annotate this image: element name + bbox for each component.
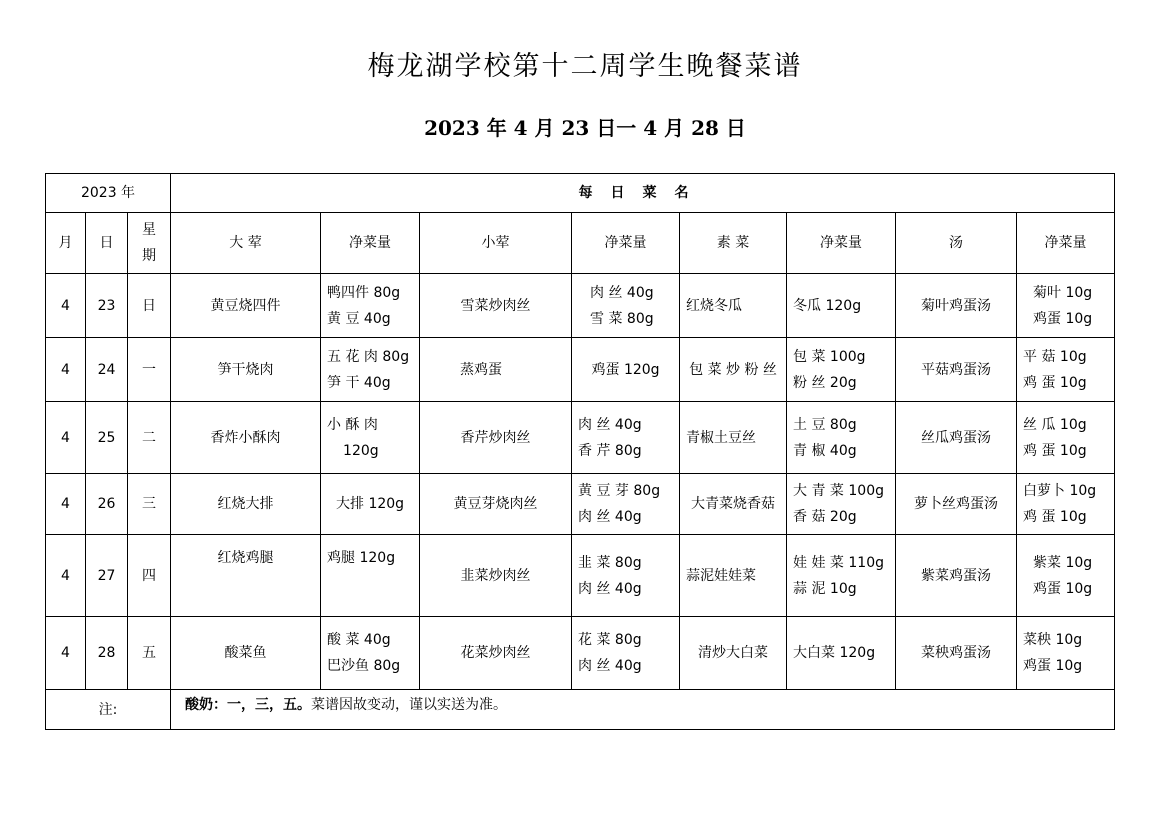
- soup-net-cell: [1017, 535, 1115, 617]
- month-cell: 4: [46, 617, 86, 690]
- net-weight-header-2: 净菜量: [572, 213, 680, 274]
- net-line: 鸡蛋 10g: [1033, 310, 1093, 327]
- veg-dish-header: 素 菜: [680, 213, 787, 274]
- veg-net-cell: [787, 617, 896, 690]
- net-line: 花 菜 80g: [578, 632, 642, 648]
- month-cell: 4: [46, 474, 86, 535]
- weekday-cell: 一: [128, 338, 171, 402]
- note-label: 注:: [46, 690, 171, 730]
- main-net-cell: [321, 474, 420, 535]
- small-net-cell: [572, 338, 680, 402]
- veg-dish-cell: 蒜泥娃娃菜: [680, 535, 787, 617]
- net-weight-header-4: 净菜量: [1017, 213, 1115, 274]
- net-line: 黄 豆 40g: [327, 310, 391, 327]
- veg-net-cell: [787, 474, 896, 535]
- soup-header: 汤: [896, 213, 1017, 274]
- page-title: 梅龙湖学校第十二周学生晚餐菜谱: [367, 51, 803, 82]
- veg-dish-cell: 大青菜烧香菇: [680, 474, 787, 535]
- weekday-cell: 二: [128, 402, 171, 474]
- table-row: [46, 474, 1115, 535]
- net-line: 大 青 菜 100g: [793, 483, 884, 499]
- day-cell: 25: [86, 402, 128, 474]
- veg-dish-cell: 红烧冬瓜: [680, 274, 787, 338]
- net-line: 冬瓜 120g: [793, 297, 862, 314]
- menu-table: [45, 173, 1115, 730]
- net-line: 大排 120g: [336, 496, 405, 512]
- date-range: 2023 年 4 月 23 日一 4 月 28 日: [424, 116, 746, 140]
- net-line: 娃 娃 菜 110g: [793, 554, 884, 571]
- note-text: [171, 690, 1115, 730]
- weekday-cell: 五: [128, 617, 171, 690]
- main-net-cell: [321, 402, 420, 474]
- soup-net-cell: [1017, 474, 1115, 535]
- net-line: 黄 豆 芽 80g: [578, 483, 661, 499]
- net-line: 鸡蛋 120g: [591, 361, 660, 378]
- daily-menu-header: 每日菜名: [171, 174, 1115, 213]
- soup-cell: 丝瓜鸡蛋汤: [896, 402, 1017, 474]
- net-line: 酸 菜 40g: [327, 632, 391, 648]
- net-line: 鸡蛋 10g: [1033, 580, 1093, 597]
- soup-net-cell: [1017, 338, 1115, 402]
- day-cell: 28: [86, 617, 128, 690]
- net-line: 白萝卜 10g: [1023, 483, 1097, 499]
- net-line: 小 酥 肉: [327, 416, 378, 433]
- weekday-header-a: 星: [142, 222, 157, 238]
- net-line: 五 花 肉 80g: [327, 348, 410, 365]
- weekday-header-b: 期: [142, 248, 157, 264]
- table-row: [46, 402, 1115, 474]
- net-line: 鸡蛋 10g: [1023, 658, 1083, 674]
- small-net-cell: [572, 535, 680, 617]
- net-line: 包 菜 100g: [793, 348, 866, 365]
- main-net-cell: [321, 617, 420, 690]
- net-line: 肉 丝 40g: [578, 580, 642, 597]
- small-dish-header: 小荤: [420, 213, 572, 274]
- month-cell: 4: [46, 402, 86, 474]
- small-net-cell: [572, 274, 680, 338]
- main-net-cell: [321, 338, 420, 402]
- soup-net-cell: [1017, 402, 1115, 474]
- net-line: 土 豆 80g: [793, 416, 857, 433]
- small-dish-cell: 香芹炒肉丝: [420, 402, 572, 474]
- main-dish-cell: 酸菜鱼: [171, 617, 321, 690]
- day-cell: 26: [86, 474, 128, 535]
- soup-cell: 菊叶鸡蛋汤: [896, 274, 1017, 338]
- net-line: 蒜 泥 10g: [793, 580, 857, 597]
- net-line: 肉 丝 40g: [578, 509, 642, 525]
- day-header: 日: [86, 213, 128, 274]
- month-header: 月: [46, 213, 86, 274]
- weekday-cell: 日: [128, 274, 171, 338]
- net-line: 肉 丝 40g: [590, 284, 654, 301]
- soup-cell: 菜秧鸡蛋汤: [896, 617, 1017, 690]
- small-dish-cell: 黄豆芽烧肉丝: [420, 474, 572, 535]
- veg-net-cell: [787, 535, 896, 617]
- net-weight-header-1: 净菜量: [321, 213, 420, 274]
- net-line: 鸡腿 120g: [327, 550, 396, 566]
- small-net-cell: [572, 402, 680, 474]
- veg-dish-cell: 清炒大白菜: [680, 617, 787, 690]
- net-line: 香 芹 80g: [578, 442, 642, 459]
- net-line: 120g: [343, 442, 379, 459]
- main-dish-cell: 红烧大排: [171, 474, 321, 535]
- year-cell: 2023 年: [46, 174, 171, 213]
- net-line: 菜秧 10g: [1023, 632, 1083, 648]
- main-net-cell: [321, 274, 420, 338]
- weekday-cell: 三: [128, 474, 171, 535]
- small-net-cell: [572, 617, 680, 690]
- veg-dish-cell: 包 菜 炒 粉 丝: [680, 338, 787, 402]
- small-dish-cell: 雪菜炒肉丝: [420, 274, 572, 338]
- net-line: 鸡 蛋 10g: [1023, 509, 1087, 525]
- main-dish-cell: 红烧鸡腿: [171, 535, 321, 617]
- veg-dish-cell: 青椒土豆丝: [680, 402, 787, 474]
- net-line: 鸭四件 80g: [327, 284, 401, 301]
- net-line: 青 椒 40g: [793, 442, 857, 459]
- weekday-header: [128, 213, 171, 274]
- net-line: 肉 丝 40g: [578, 658, 642, 674]
- soup-net-cell: [1017, 274, 1115, 338]
- net-line: 鸡 蛋 10g: [1023, 442, 1087, 459]
- net-line: 平 菇 10g: [1023, 348, 1087, 365]
- net-line: 韭 菜 80g: [578, 554, 642, 571]
- day-cell: 23: [86, 274, 128, 338]
- main-net-cell: [321, 535, 420, 617]
- net-line: 巴沙鱼 80g: [327, 658, 401, 674]
- main-dish-cell: 笋干烧肉: [171, 338, 321, 402]
- net-line: 菊叶 10g: [1033, 284, 1093, 301]
- main-dish-header: 大 荤: [171, 213, 321, 274]
- small-dish-cell: 蒸鸡蛋: [420, 338, 572, 402]
- veg-net-cell: [787, 338, 896, 402]
- net-line: 紫菜 10g: [1033, 554, 1093, 571]
- net-line: 粉 丝 20g: [793, 374, 857, 391]
- month-cell: 4: [46, 338, 86, 402]
- net-weight-header-3: 净菜量: [787, 213, 896, 274]
- note-yogurt: 酸奶：一，三，五。: [185, 697, 312, 713]
- net-line: 丝 瓜 10g: [1023, 416, 1087, 433]
- small-net-cell: [572, 474, 680, 535]
- month-cell: 4: [46, 535, 86, 617]
- note-row: [46, 690, 1115, 730]
- small-dish-cell: 花菜炒肉丝: [420, 617, 572, 690]
- net-line: 大白菜 120g: [793, 645, 876, 661]
- main-dish-cell: 香炸小酥肉: [171, 402, 321, 474]
- table-row: [46, 617, 1115, 690]
- small-dish-cell: 韭菜炒肉丝: [420, 535, 572, 617]
- table-row: [46, 274, 1115, 338]
- table-row: [46, 535, 1115, 617]
- net-line: 肉 丝 40g: [578, 416, 642, 433]
- veg-net-cell: [787, 274, 896, 338]
- day-cell: 27: [86, 535, 128, 617]
- soup-cell: 萝卜丝鸡蛋汤: [896, 474, 1017, 535]
- month-cell: 4: [46, 274, 86, 338]
- main-dish-cell: 黄豆烧四件: [171, 274, 321, 338]
- note-disclaimer: 菜谱因故变动，谨以实送为准。: [311, 697, 508, 713]
- table-row: [46, 338, 1115, 402]
- day-cell: 24: [86, 338, 128, 402]
- net-line: 鸡 蛋 10g: [1023, 374, 1087, 391]
- veg-net-cell: [787, 402, 896, 474]
- header-row-1: [46, 174, 1115, 213]
- soup-cell: 平菇鸡蛋汤: [896, 338, 1017, 402]
- net-line: 笋 干 40g: [327, 374, 391, 391]
- weekday-cell: 四: [128, 535, 171, 617]
- soup-cell: 紫菜鸡蛋汤: [896, 535, 1017, 617]
- header-row-2: [46, 213, 1115, 274]
- soup-net-cell: [1017, 617, 1115, 690]
- net-line: 香 菇 20g: [793, 509, 857, 525]
- net-line: 雪 菜 80g: [590, 310, 654, 327]
